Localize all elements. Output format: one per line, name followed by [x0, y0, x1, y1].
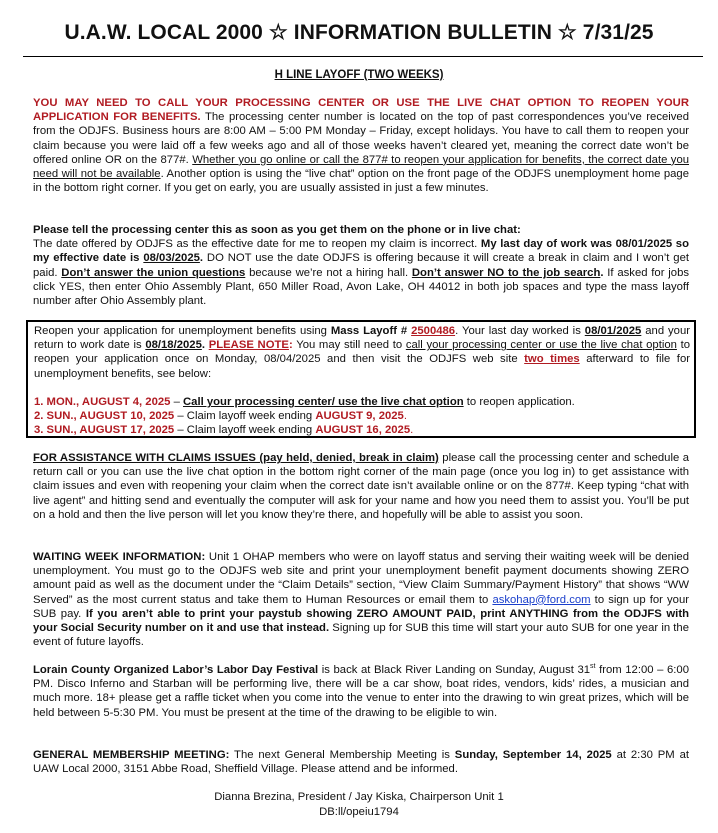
last-day-worked: 08/01/2025	[584, 325, 642, 337]
mass-layoff-box	[26, 320, 696, 438]
mass-layoff-number: 2500486	[411, 325, 456, 337]
claim-steps-list	[34, 395, 575, 438]
typist-initials: DB:ll/opeiu1794	[319, 805, 399, 818]
claim-step: 3. SUN., AUGUST 17, 2025 – Claim layoff week ending AUGUST 16, 2025.	[34, 424, 414, 437]
mass-layoff-paragraph: Reopen your application for unemployment benefits using Mass Layoff # 2500486. Your last day worked is 08/01/2025 and your return to work date is 08/18/2025. PLEASE NOTE: You may still need to call your processing center or use the live chat option to reopen your application once on Monday, 08/04/2025 and then visit the ODJFS web site two times afterward to file for unemployment benefits, see below:	[34, 325, 691, 380]
bulletin-subtitle: H LINE LAYOFF (TWO WEEKS)	[274, 69, 444, 81]
signature-block	[0, 790, 718, 819]
reopen-instructions-paragraph: YOU MAY NEED TO CALL YOUR PROCESSING CENTER OR USE THE LIVE CHAT OPTION TO REOPEN YOUR APPLICATION FOR BENEFITS. The processing center number is located on the top of past correspondences you’ve received from the ODJFS. Business hours are 8:00 AM – 5:00 PM Monday – Friday, except holidays. You have to call them to reopen your claim because you were laid off a few weeks ago and all of those weeks haven’t cleared yet, meaning the correct date won’t be offered online OR on the 877#. Whether you go online or call the 877# to reopen your application for benefits, the correct date you need will not be available. Another option is using the “live chat” option on the front page of the ODJFS unemployment home page in the bottom right corner. If you get on early, you are usually assisted in just a few minutes.	[33, 97, 690, 195]
festival-heading: Lorain County Organized Labor’s Labor Day Festival	[33, 664, 319, 676]
membership-meeting-paragraph: GENERAL MEMBERSHIP MEETING: The next General Membership Meeting is Sunday, September 14, 2025 at 2:30 PM at UAW Local 2000, 3151 Abbe Road, Sheffield Village. Please attend and be informed.	[33, 749, 689, 776]
title-divider	[23, 56, 703, 57]
askohap-email-link[interactable]: askohap@ford.com	[492, 593, 591, 606]
effective-date: 08/03/2025	[143, 252, 200, 265]
two-times-emphasis: two times	[524, 353, 580, 366]
claim-step: 2. SUN., AUGUST 10, 2025 – Claim layoff week ending AUGUST 9, 2025.	[34, 410, 407, 423]
correct-date-warning: Whether you go online or call the 877# to reopen your application for benefits, the correct date you need will not be available	[33, 153, 690, 181]
claim-step: 1. MON., AUGUST 4, 2025 – Call your processing center/ use the live chat option to reopen application.	[34, 396, 575, 408]
claims-assistance-heading: FOR ASSISTANCE WITH CLAIMS ISSUES (pay held, denied, break in claim)	[33, 452, 439, 464]
return-to-work-date: 08/18/2025	[145, 339, 202, 352]
reopen-warning-lead: YOU MAY NEED TO CALL YOUR PROCESSING CENTER OR USE THE LIVE CHAT OPTION TO REOPEN YOUR APPLICATION FOR BENEFITS.	[33, 97, 689, 124]
labor-day-festival-paragraph: Lorain County Organized Labor’s Labor Day Festival is back at Black River Landing on Sunday, August 31st from 12:00 – 6:00 PM. Disco Inferno and Starban will be performing live, there will be a car show, boat rides, vendors, kids’ rides, a musician and much more. 18+ please get a raffle ticket when you come into the venue to enter into the drawing to win great prizes, which will be held between 5-5:30 PM. You must be present at the time of the drawing to be eligible to win.	[33, 663, 689, 719]
waiting-week-heading: WAITING WEEK INFORMATION:	[33, 551, 206, 563]
meeting-heading: GENERAL MEMBERSHIP MEETING:	[33, 749, 230, 761]
waiting-week-paragraph: WAITING WEEK INFORMATION: Unit 1 OHAP members who were on layoff status and serving their waiting week will be denied unemployment. You must go to the ODJFS web site and print your unemployment benefit payment documents showing ZERO amount paid as well as the document under the “Claim Details” section, “View Claim Summary/Payment History” that shows “WW Served” as the most current status and take them to Human Resources or email them to askohap@ford.com to sign up for your SUB pay. If you aren’t able to print your paystub showing ZERO AMOUNT PAID, print ANYTHING from the ODJFS with your Social Security number on it and use that instead. Signing up for SUB this time will start your auto SUB for one year in the event of future layoffs.	[33, 551, 690, 649]
processing-center-script-paragraph: Please tell the processing center this as soon as you get them on the phone or in live chat: The date offered by ODJFS as the effective date for me to reopen my claim is incorrect. My last day of work was 08/01/2025 so my effective date is 08/03/2025. DO NOT use the date ODJFS is offering because it will create a break in claim and I won’t get paid. Don’t answer the union questions because we’re not a hiring hall. Don’t answer NO to the job search. If asked for jobs click YES, then enter Ohio Assembly Plant, 650 Miller Road, Avon Lake, OH 44012 in both job spaces and type the mass layoff number after Ohio Assembly plant.	[33, 224, 689, 308]
claims-assistance-paragraph: FOR ASSISTANCE WITH CLAIMS ISSUES (pay held, denied, break in claim) please call the processing center and schedule a return call or you can use the live chat option in the bottom right corner of the main page (once you log in) to get assistance with claim issues and even with reopening your claim when the correct date isn’t available online or on the 877#. Keep typing “chat with live agent” and hitting send and eventually the computer will ask for your name and how you need them to assist you. You’ll be put on a hold and then the live person will let you know they’re there, and hopefully will be able to assist you soon.	[33, 452, 690, 521]
bulletin-title: U.A.W. LOCAL 2000 ☆ INFORMATION BULLETIN ☆ 7/31/25	[64, 21, 654, 44]
meeting-date: Sunday, September 14, 2025	[454, 749, 612, 761]
script-heading: Please tell the processing center this as soon as you get them on the phone or in live chat:	[33, 224, 521, 236]
please-note-label: PLEASE NOTE	[208, 339, 289, 352]
signatories: Dianna Brezina, President / Jay Kiska, Chairperson Unit 1	[214, 791, 504, 803]
